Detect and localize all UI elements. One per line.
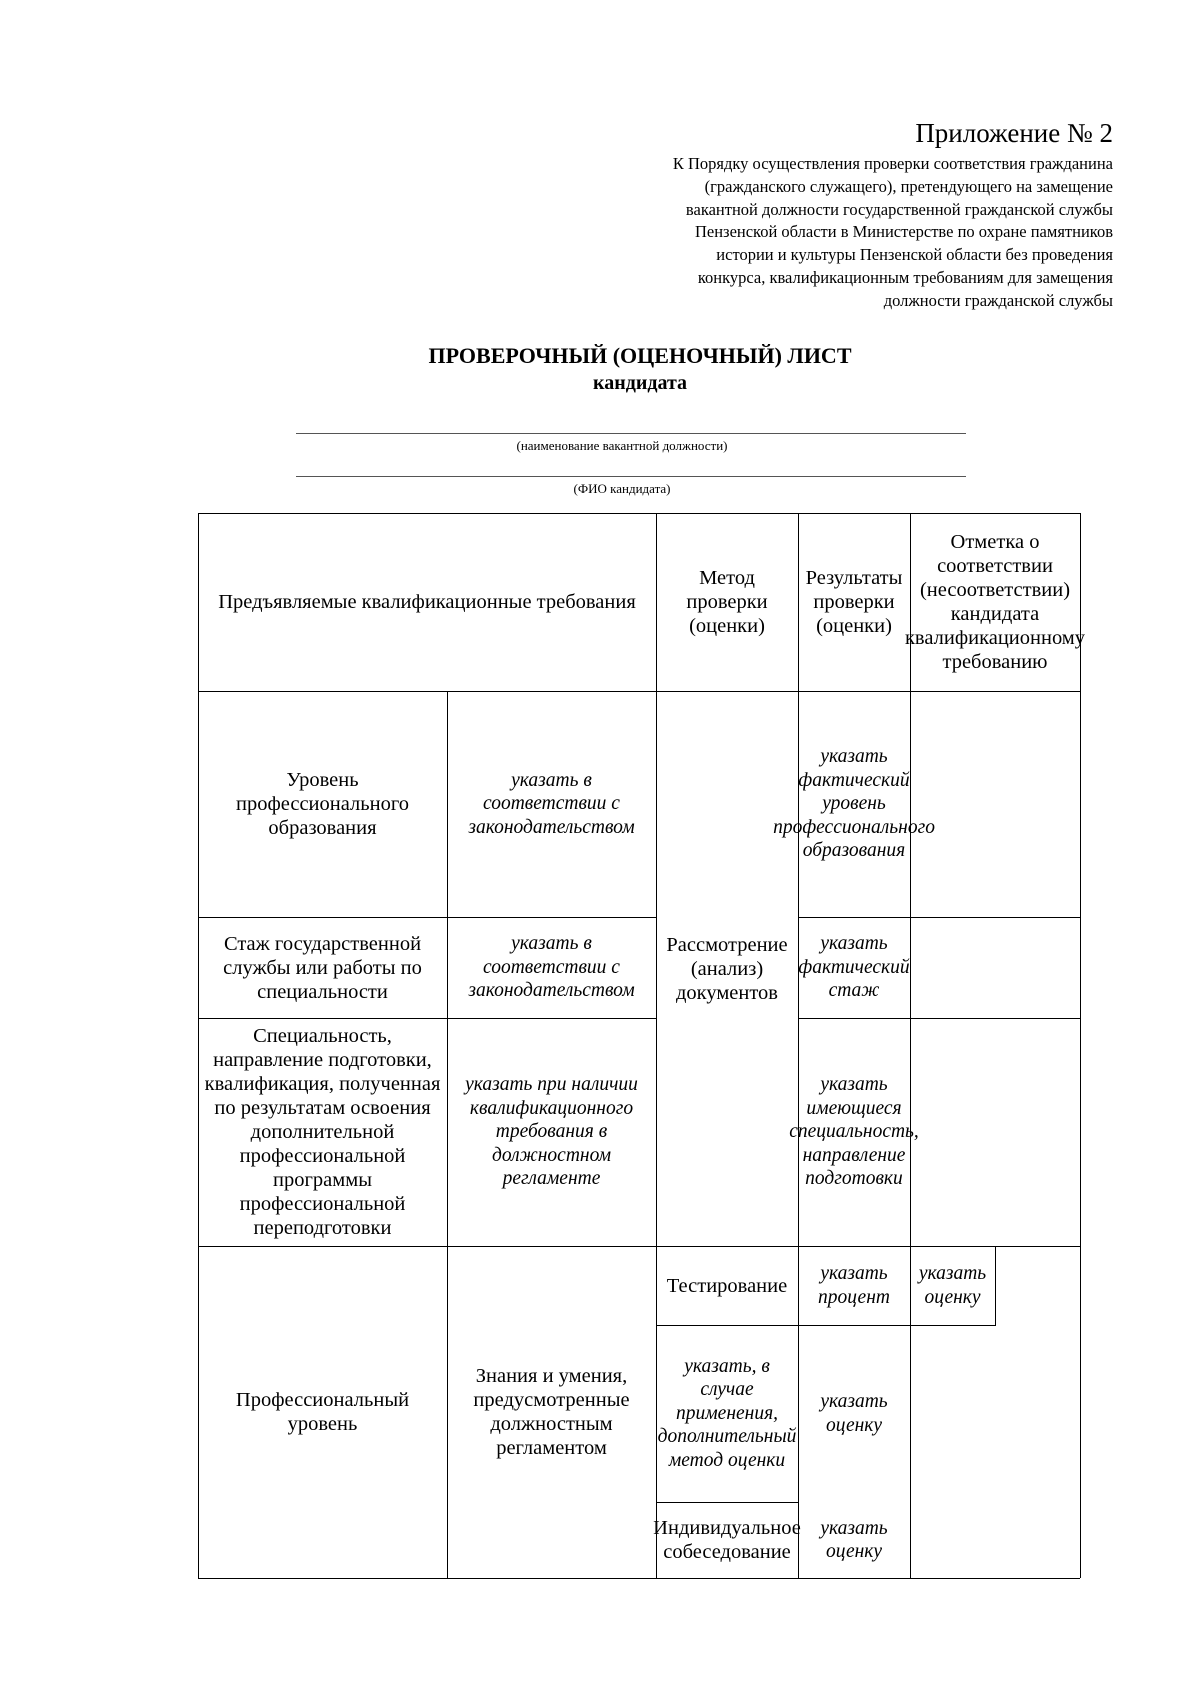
- appendix-line: (гражданского служащего), претендующего на замещение: [704, 176, 1113, 196]
- position-line: [296, 433, 966, 434]
- experience-requirement: указать в соответствии с законодательством: [468, 933, 635, 1002]
- testing-result: указать процент: [818, 1263, 890, 1308]
- professional-label: Профессиональный уровень: [235, 1389, 410, 1435]
- appendix-line: истории и культуры Пензенской области без проведения: [716, 245, 1113, 265]
- appendix-line: Пензенской области в Министерстве по охране памятников: [694, 222, 1113, 242]
- header-method: Метод проверки (оценки): [686, 567, 768, 637]
- education-label: Уровень профессионального образования: [236, 769, 409, 839]
- education-requirement: указать в соответствии с законодательством: [468, 769, 635, 838]
- additional-method: указать, в случае применения, дополнительный метод оценки: [657, 1355, 797, 1471]
- appendix-line: должности гражданской службы: [883, 290, 1113, 310]
- appendix-description: [553, 153, 1113, 313]
- header-mark: Отметка о соответствии (несоответствии) кандидата квалификационному требованию: [904, 531, 1086, 673]
- testing-method: Тестирование: [666, 1274, 788, 1297]
- additional-result: указать оценку: [820, 1391, 888, 1436]
- appendix-line: конкурса, квалификационным требованиям для замещения: [697, 267, 1113, 287]
- experience-label: Стаж государственной службы или работы по специальности: [223, 932, 422, 1003]
- name-caption: (ФИО кандидата): [573, 481, 671, 496]
- documents-method: Рассмотрение (анализ) документов: [666, 933, 788, 1004]
- specialty-result: указать имеющиеся специальность, направление подготовки: [789, 1074, 919, 1190]
- interview-method: Индивидуальное собеседование: [653, 1517, 801, 1563]
- header-requirements: Предъявляемые квалификационные требования: [218, 591, 636, 613]
- experience-result: указать фактический стаж: [798, 933, 910, 1002]
- position-caption: (наименование вакантной должности): [516, 438, 728, 453]
- appendix-line: К Порядку осуществления проверки соответствия гражданина: [672, 154, 1113, 173]
- professional-requirement: Знания и умения, предусмотренные должностным регламентом: [473, 1365, 630, 1459]
- document-title: ПРОВЕРОЧНЫЙ (ОЦЕНОЧНЫЙ) ЛИСТ: [428, 343, 852, 368]
- header-result: Результаты проверки (оценки): [805, 567, 903, 637]
- specialty-requirement: указать при наличии квалификационного требования в должностном регламенте: [465, 1074, 638, 1190]
- name-line: [296, 476, 966, 477]
- appendix-title: Приложение № 2: [915, 118, 1113, 148]
- education-result: указать фактический уровень профессионального образования: [773, 746, 935, 862]
- appendix-line: вакантной должности государственной гражданской службы: [685, 199, 1113, 219]
- testing-mark: указать оценку: [918, 1263, 987, 1308]
- document-subtitle: кандидата: [592, 372, 688, 394]
- interview-result: указать оценку: [820, 1517, 888, 1562]
- specialty-label: Специальность, направление подготовки, квалификация, полученная по результатам освоения дополнительной профессиональной программы профессиональной переподготовки: [204, 1025, 441, 1239]
